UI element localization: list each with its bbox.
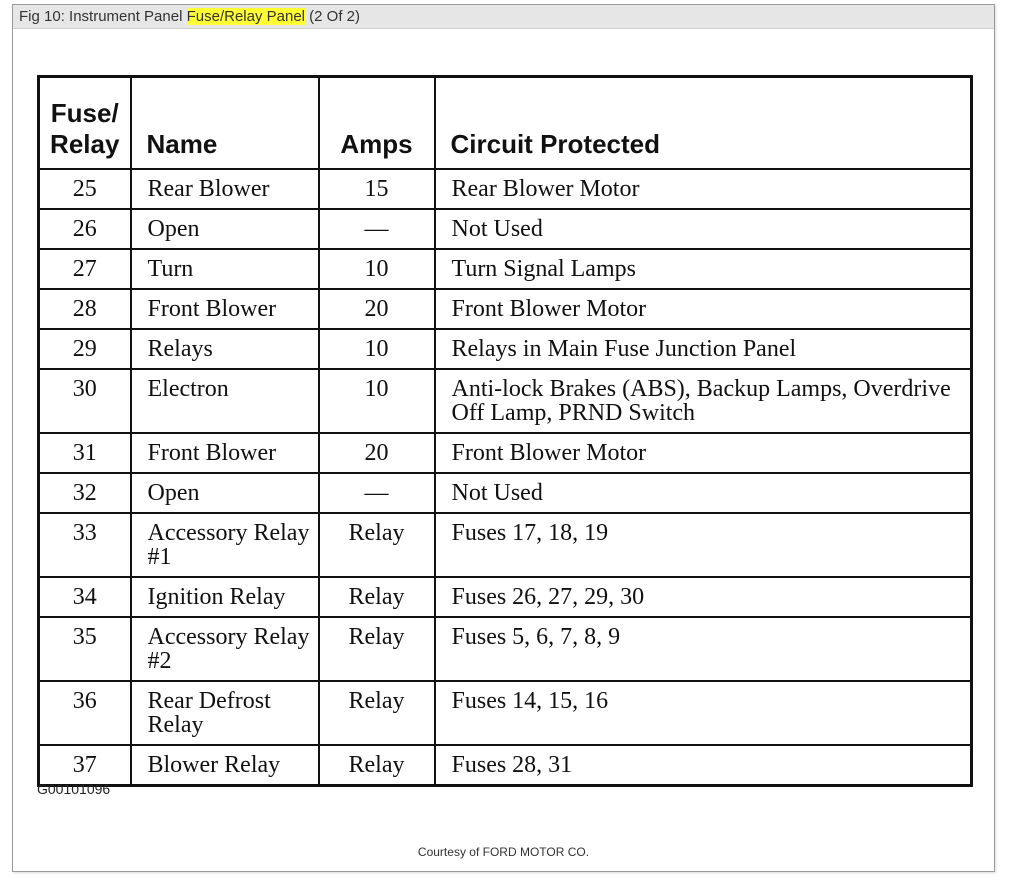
cell-name: Blower Relay	[131, 745, 319, 786]
cell-circuit: Relays in Main Fuse Junction Panel	[435, 329, 972, 369]
cell-amps: Relay	[319, 617, 435, 681]
cell-circuit: Rear Blower Motor	[435, 169, 972, 209]
table-row	[39, 513, 972, 577]
cell-amps: 10	[319, 329, 435, 369]
title-prefix: Fig 10: Instrument Panel	[19, 8, 187, 25]
cell-circuit: Anti-lock Brakes (ABS), Backup Lamps, Overdrive Off Lamp, PRND Switch	[435, 369, 972, 433]
cell-circuit: Fuses 5, 6, 7, 8, 9	[435, 617, 972, 681]
title-suffix: (2 Of 2)	[305, 8, 361, 25]
header-name: Name	[131, 77, 319, 170]
cell-name: Accessory Relay #1	[131, 513, 319, 577]
cell-amps: Relay	[319, 513, 435, 577]
cell-number: 30	[39, 369, 131, 433]
cell-name: Accessory Relay #2	[131, 617, 319, 681]
cell-number: 32	[39, 473, 131, 513]
cell-number: 35	[39, 617, 131, 681]
table-row	[39, 289, 972, 329]
cell-amps: 20	[319, 289, 435, 329]
cell-number: 25	[39, 169, 131, 209]
cell-name: Open	[131, 473, 319, 513]
cell-name: Front Blower	[131, 433, 319, 473]
cell-amps: —	[319, 209, 435, 249]
table-row	[39, 209, 972, 249]
cell-amps: Relay	[319, 577, 435, 617]
cell-number: 34	[39, 577, 131, 617]
cell-name: Rear Blower	[131, 169, 319, 209]
cell-number: 36	[39, 681, 131, 745]
table-row	[39, 369, 972, 433]
cell-circuit: Fuses 26, 27, 29, 30	[435, 577, 972, 617]
table-row	[39, 329, 972, 369]
cell-circuit: Not Used	[435, 473, 972, 513]
table-header-row	[39, 77, 972, 170]
title-highlight: Fuse/Relay Panel	[186, 8, 305, 25]
courtesy-credit: Courtesy of FORD MOTOR CO.	[417, 845, 590, 859]
cell-amps: 10	[319, 249, 435, 289]
cell-circuit: Turn Signal Lamps	[435, 249, 972, 289]
cell-circuit: Fuses 17, 18, 19	[435, 513, 972, 577]
cell-amps: 10	[319, 369, 435, 433]
table-row	[39, 681, 972, 745]
figure-code: G00101096	[37, 781, 111, 797]
header-fuse-relay	[39, 77, 131, 170]
cell-amps: 20	[319, 433, 435, 473]
cell-circuit: Fuses 14, 15, 16	[435, 681, 972, 745]
table-row	[39, 473, 972, 513]
cell-number: 28	[39, 289, 131, 329]
table-row	[39, 433, 972, 473]
cell-name: Ignition Relay	[131, 577, 319, 617]
cell-amps: 15	[319, 169, 435, 209]
cell-number: 29	[39, 329, 131, 369]
cell-amps: Relay	[319, 681, 435, 745]
table-row	[39, 169, 972, 209]
cell-circuit: Front Blower Motor	[435, 289, 972, 329]
cell-circuit: Front Blower Motor	[435, 433, 972, 473]
cell-number: 31	[39, 433, 131, 473]
header-fuse-relay-line2: Relay	[50, 129, 120, 159]
header-circuit-protected: Circuit Protected	[435, 77, 972, 170]
cell-amps: Relay	[319, 745, 435, 786]
cell-number: 33	[39, 513, 131, 577]
cell-number: 26	[39, 209, 131, 249]
cell-name: Electron	[131, 369, 319, 433]
cell-name: Open	[131, 209, 319, 249]
table-row	[39, 249, 972, 289]
cell-circuit: Fuses 28, 31	[435, 745, 972, 786]
table-row	[39, 745, 972, 786]
table-row	[39, 617, 972, 681]
cell-name: Rear Defrost Relay	[131, 681, 319, 745]
figure-title	[13, 5, 994, 29]
header-amps: Amps	[319, 77, 435, 170]
fuse-relay-table	[37, 75, 973, 787]
header-fuse-relay-line1: Fuse/	[50, 98, 119, 128]
figure-frame	[12, 4, 995, 872]
cell-name: Relays	[131, 329, 319, 369]
cell-number: 27	[39, 249, 131, 289]
cell-name: Front Blower	[131, 289, 319, 329]
cell-amps: —	[319, 473, 435, 513]
table-row	[39, 577, 972, 617]
cell-name: Turn	[131, 249, 319, 289]
cell-number: 37	[39, 745, 131, 786]
cell-circuit: Not Used	[435, 209, 972, 249]
